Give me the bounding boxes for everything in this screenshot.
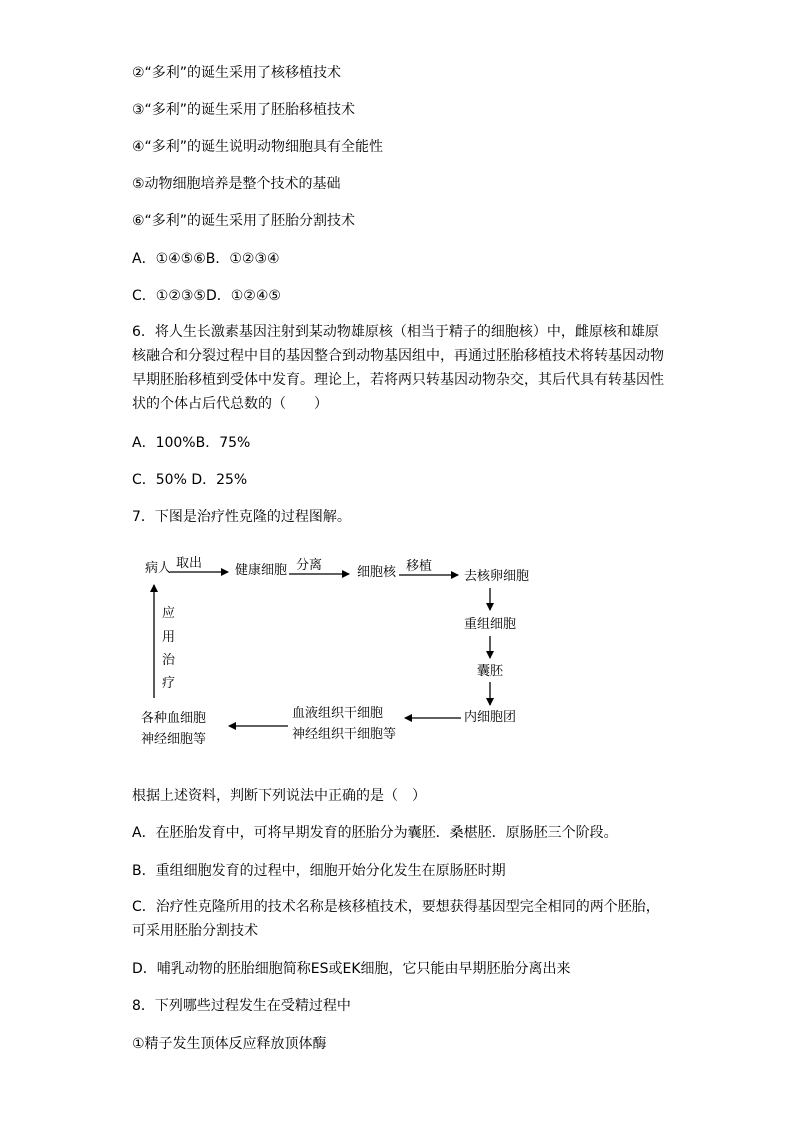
q7-option-d: D．哺乳动物的胚胎细胞简称ES或EK细胞，它只能由早期胚胎分离出来 (132, 961, 571, 977)
node-enucleated-egg: 去核卵细胞 (464, 569, 530, 584)
edge-transplant: 移植 (406, 559, 433, 574)
statement-2: ②“多利”的诞生采用了核移植技术 (132, 65, 342, 81)
node-nucleus: 细胞核 (357, 565, 397, 580)
edge-apply-2: 用 (162, 630, 176, 645)
q6-options-cd: C．50% D．25% (132, 472, 248, 488)
edge-apply-3: 治 (162, 653, 176, 668)
node-recombined-cell: 重组细胞 (464, 617, 517, 632)
edge-apply-1: 应 (162, 606, 176, 621)
node-blastocyst: 囊胚 (477, 664, 504, 679)
q8-stem: 8．下列哪些过程发生在受精过程中 (132, 998, 351, 1014)
node-patient: 病人 (145, 561, 172, 576)
q7-stem: 7．下图是治疗性克隆的过程图解。 (132, 509, 351, 525)
node-nerve-stem-cells: 神经组织干细胞等 (292, 727, 397, 742)
q7-option-b: B．重组细胞发育的过程中，细胞开始分化发生在原肠胚时期 (132, 863, 506, 879)
statement-6: ⑥“多利”的诞生采用了胚胎分割技术 (132, 213, 356, 229)
node-blood-stem-cells: 血液组织干细胞 (292, 706, 384, 721)
statement-3: ③“多利”的诞生采用了胚胎移植技术 (132, 102, 356, 118)
q5-options-ab: A．①④⑤⑥B．①②③④ (132, 251, 280, 267)
statement-4: ④“多利”的诞生说明动物细胞具有全能性 (132, 139, 384, 155)
q7-prompt: 根据上述资料，判断下列说法中正确的是（ ） (132, 788, 426, 804)
q6-options-ab: A．100%B．75% (132, 435, 251, 451)
edge-apply-4: 疗 (162, 676, 176, 691)
statement-5: ⑤动物细胞培养是整个技术的基础 (132, 176, 341, 192)
q5-options-cd: C．①②③⑤D．①②④⑤ (132, 288, 281, 304)
edge-separate: 分离 (296, 558, 323, 573)
node-healthy-cell: 健康细胞 (235, 563, 288, 578)
q7-option-a: A．在胚胎发育中，可将早期发育的胚胎分为囊胚．桑椹胚．原肠胚三个阶段。 (132, 825, 618, 841)
node-nerve-cells: 神经细胞等 (141, 732, 207, 747)
edge-take-out: 取出 (176, 556, 203, 571)
q8-item-1: ①精子发生顶体反应释放顶体酶 (132, 1036, 327, 1052)
node-blood-cells: 各种血细胞 (141, 711, 207, 726)
q7-option-c: C．治疗性克隆所用的技术名称是核移植技术，要想获得基因型完全相同的两个胚胎，可采用胚胎分割技术 (132, 899, 660, 939)
node-inner-cell-mass: 内细胞团 (464, 710, 517, 725)
q6-stem: 6．将人生长激素基因注射到某动物雄原核（相当于精子的细胞核）中，雌原核和雄原核融合和分裂过程中目的基因整合到动物基因组中，再通过胚胎移植技术将转基因动物早期胚胎移植到受体中发育。理论上，若将两只转基因动物杂交，其后代具有转基因性状的个体占后代总数的（ ） (132, 324, 664, 412)
